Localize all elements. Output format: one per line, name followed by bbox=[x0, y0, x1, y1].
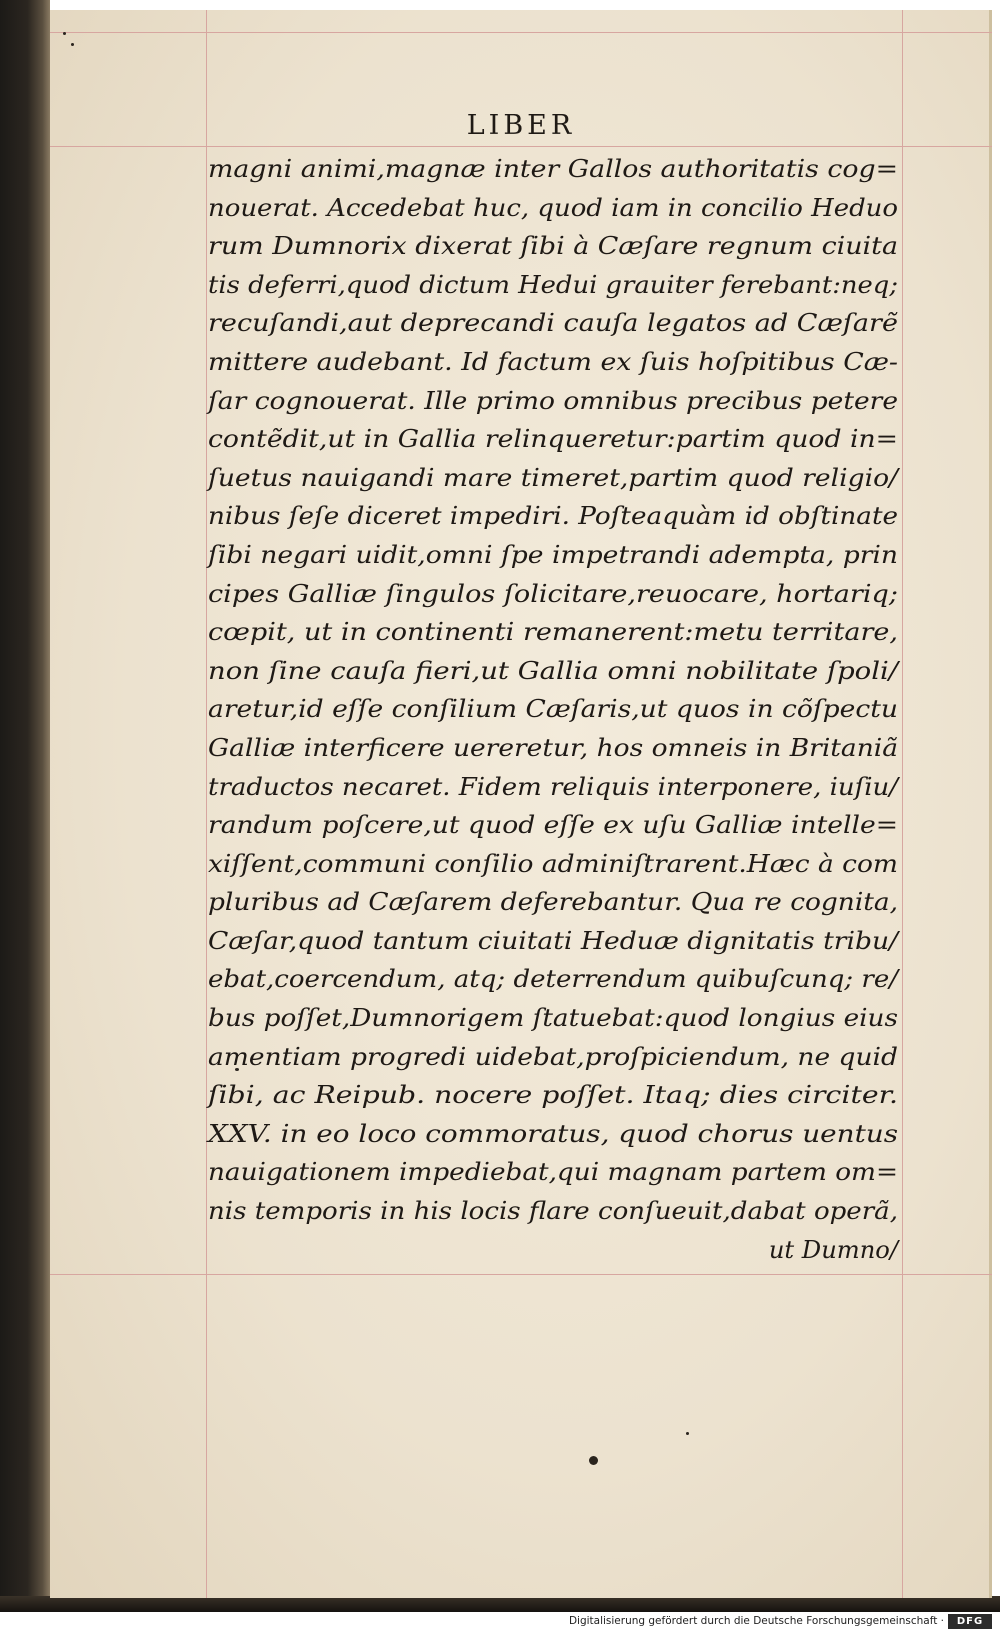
text-line: aretur,id eſſe conſilium Cæſaris,ut quos in cõſpectu bbox=[208, 695, 898, 724]
text-line: xiſſent,communi conſilio adminiſtrarent.Hæc à com bbox=[208, 849, 898, 878]
text-line: ebat,coercendum, atq; deterrendum quibuſcunq; re/ bbox=[208, 965, 899, 994]
bottom-edge-shadow bbox=[0, 1596, 1000, 1612]
ink-speck bbox=[71, 43, 74, 46]
text-line: rum Dumnorix dixerat ſibi à Cæſare regnum ciuita bbox=[208, 232, 898, 261]
text-line: recuſandi,aut deprecandi cauſa legatos ad Cæſarẽ bbox=[208, 309, 899, 338]
text-line: pluribus ad Cæſarem deferebantur. Qua re cognita, bbox=[208, 888, 899, 917]
text-line: nibus ſeſe diceret impediri. Poſteaquàm id obſtinate bbox=[208, 502, 899, 531]
text-line: magni animi,magnæ inter Gallos authoritatis cog= bbox=[208, 155, 898, 183]
text-line: amentiam progredi uidebat,proſpiciendum, ne quid bbox=[208, 1042, 898, 1071]
text-line: non ſine cauſa fieri,ut Gallia omni nobilitate ſpoli/ bbox=[208, 656, 899, 685]
text-line: bus poſſet,Dumnorigem ſtatuebat:quod longius eius bbox=[208, 1004, 898, 1033]
text-line: nis temporis in his locis flare conſueuit,dabat operã, bbox=[208, 1197, 898, 1226]
text-line: traductos necaret. Fidem reliquis interponere, iuſiu/ bbox=[208, 772, 899, 801]
ink-speck bbox=[686, 1432, 689, 1435]
text-line: cipes Galliæ ſingulos ſolicitare,reuocare, hortariq; bbox=[208, 579, 898, 608]
book-binding-edge bbox=[0, 0, 50, 1612]
text-line: Cæſar,quod tantum ciuitati Heduæ dignitatis tribu/ bbox=[208, 926, 899, 955]
text-line: nauigationem impediebat,qui magnam partem om= bbox=[208, 1158, 899, 1187]
text-line: XXV. in eo loco commoratus, quod chorus uentus bbox=[208, 1119, 899, 1148]
digitization-credit: Digitalisierung gefördert durch die Deutsche Forschungsgemeinschaft · bbox=[568, 1615, 944, 1627]
ink-blot bbox=[589, 1456, 598, 1465]
dfg-logo: DFG bbox=[948, 1614, 992, 1629]
body-text bbox=[208, 150, 898, 1269]
catchword-line: ut Dumno/ bbox=[768, 1235, 898, 1264]
text-line: Galliæ interficere uereretur, hos omneis in Britaniã bbox=[208, 733, 899, 762]
text-line: cœpit, ut in continenti remanerent:metu territare, bbox=[208, 618, 899, 647]
text-line: ſibi, ac Reipub. nocere poſſet. Itaq; dies circiter. bbox=[208, 1081, 899, 1110]
text-line: ſibi negari uidit,omni ſpe impetrandi adempta, prin bbox=[208, 540, 899, 569]
ruled-line-right bbox=[902, 10, 903, 1598]
text-line: ſuetus nauigandi mare timeret,partim quod religio/ bbox=[208, 463, 899, 492]
ruled-line-top-2 bbox=[50, 146, 992, 147]
text-line: tis deferri,quod dictum Hedui grauiter ferebant:neq; bbox=[208, 270, 899, 299]
ruled-line-top-1 bbox=[50, 32, 992, 33]
running-head: LIBER bbox=[466, 110, 576, 141]
text-line: contẽdit,ut in Gallia relinqueretur:partim quod in= bbox=[208, 425, 898, 454]
ruled-line-left bbox=[206, 10, 207, 1598]
ink-speck bbox=[63, 32, 66, 35]
ruled-line-bottom bbox=[50, 1274, 992, 1275]
text-line: mittere audebant. Id factum ex ſuis hoſpitibus Cæ- bbox=[208, 347, 899, 376]
text-line: nouerat. Accedebat huc, quod iam in concilio Heduo bbox=[208, 193, 899, 222]
text-line: ſar cognouerat. Ille primo omnibus precibus petere bbox=[208, 386, 899, 415]
text-line: randum poſcere,ut quod eſſe ex uſu Galliæ intelle= bbox=[208, 811, 898, 840]
